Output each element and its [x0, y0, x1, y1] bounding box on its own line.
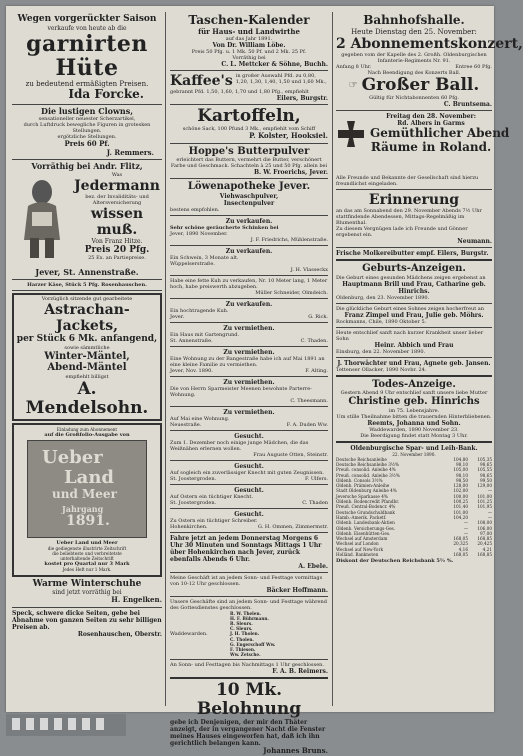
table-cell-sell: — [487, 514, 492, 520]
ad-text: Entree 60 Pfg. [455, 64, 492, 70]
death-announcement [336, 379, 492, 439]
table-cell-buy: 104,20 [453, 514, 468, 520]
ad-text: Einladung zum Abonnement [56, 426, 118, 432]
ad-signature: Ww. Zetsche. [230, 652, 261, 658]
ad-baker [170, 575, 328, 594]
ad-headline: Gesucht. [234, 432, 264, 440]
ad-text: Habe eine fette Kuh zu verkaufen, Nr. 10 Meter lang, 1 Meter hoch, habe preiswerth abzugeben. [170, 277, 328, 290]
table-cell-name: Preuß. Central-Bodencr. 4% [336, 504, 396, 510]
ad-text: schöne Sack, 100 Pfund 3 Mk., empfiehlt vom Schiff [182, 126, 316, 132]
table-cell-sell: 98,65 [480, 472, 492, 478]
ad-text: gebe ich Denjenigen, der mir den Thäter anzeigt, der in vergangener Nacht die Fenster meines Hauses eingeworfen hat, daß ich ihn gerichtlich belangen kann. [170, 719, 326, 748]
table-cell-name: Hamb.-Amerik. Packetf. [336, 514, 387, 520]
ad-signature: Rosenhauschen, Oberstr. [77, 630, 162, 638]
table-cell-buy: 105,00 [453, 467, 468, 473]
ad-text: An Sonn- und Festtagen bis Nachmittags 1 Uhr geschlossen. [170, 662, 324, 669]
ad-carriage [170, 535, 328, 570]
table-cell-sell: 97,00 [480, 530, 492, 536]
ad-text: empfiehlt billigst [65, 373, 109, 380]
ad-headline: Zu verkaufen. [225, 217, 273, 225]
ad-text: Von Franz Hitze. [91, 237, 143, 245]
table-cell-buy: 101,00 [453, 509, 468, 515]
ad-text: Gestern Abend 9 Uhr entschlief sanft unsere liebe Mutter [340, 390, 488, 396]
ad-text: die beliebteste und verbreitetste [52, 550, 122, 556]
ad-signature: J. H. Tholen. [230, 631, 260, 637]
ad-shoes [12, 579, 162, 605]
table-cell-sell: 105,55 [477, 467, 492, 473]
ad-text: durch Luftdruck bewegliche Figuren in grotesken Stellungen. [23, 122, 151, 134]
ad-signature: J. Thorwächter und Frau, Agnete geb. Jansen. [337, 359, 491, 367]
section-heading: Todes-Anzeige. [372, 378, 456, 390]
ad-signature: Johannes Bruns. [263, 746, 328, 756]
ad-parterre [170, 379, 328, 404]
column-middle [170, 13, 328, 756]
ad-text: Jever. [170, 313, 185, 320]
iron-cross-icon [336, 119, 366, 149]
ad-address: Jever, St. Annenstraße. [35, 266, 139, 277]
ad-pig [170, 248, 328, 273]
ad-bacon [12, 610, 162, 638]
table-cell-name: Stadt Oldenburg Anleihe 4% [336, 488, 397, 494]
ad-text: bez. der Invaliditäts- und Altersversicherung [85, 193, 149, 206]
ad-text: Eine Wohnung zu der Bangestraße habe ich auf Mai 1891 an eine kleine Familie zu vermiethen. [170, 355, 325, 368]
table-cell-buy: 98,10 [456, 472, 468, 478]
ad-ham [170, 218, 328, 243]
table-cell-name: Deutsche Reichsanleihe [336, 456, 387, 462]
ad-signature: G. Engerschoff Ww. [230, 641, 276, 647]
ad-clowns [12, 107, 162, 158]
ad-headline: Erinnerung [368, 192, 460, 208]
section-heading: Geburts-Anzeigen. [362, 263, 466, 274]
table-cell-sell: 129,00 [477, 483, 492, 489]
cover-title: Ueber [42, 446, 103, 468]
ad-text: per Stück 6 Mk. anfangend, [16, 334, 158, 344]
ad-signature: F. Ulfers. [304, 475, 328, 482]
ad-text: Wüppelserstraße. [170, 260, 215, 267]
ad-potatoes [170, 107, 328, 141]
ad-hats [12, 14, 162, 102]
ad-headline: Löwenapotheke Jever. [187, 181, 311, 192]
ad-text: Sehr schöne geräucherte Schinken bei [170, 224, 279, 231]
table-cell-name: Wechsel auf Amsterdam [336, 536, 388, 542]
table-body [336, 457, 492, 558]
ruler-graphic [6, 714, 126, 736]
ad-jackets [12, 293, 162, 421]
table-cell-name: Wechsel auf New-York [336, 546, 383, 552]
ad-ball [336, 76, 492, 95]
ad-headline: Bahnhofshalle. [363, 13, 465, 27]
ad-pharmacy [170, 181, 328, 213]
ad-headline: Gemüthlicher Abend [370, 126, 510, 140]
table-cell-buy: 4,16 [458, 546, 468, 552]
ad-text: bestens empfohlen. [170, 206, 220, 213]
ad-text: sind jetzt vorräthig bei [52, 589, 122, 597]
ad-text: ergötzliche Stellungen. [57, 134, 117, 140]
ad-signature: Neumann. [457, 238, 492, 245]
ad-text: Einsburg, den 22. November 1890. [336, 348, 426, 355]
table-cell-sell: 101,25 [477, 499, 492, 505]
column-rule [165, 12, 166, 706]
ad-price: Preis 20 Pfg. [84, 244, 150, 255]
ad-text: Um stille Theilnahme bitten die trauernden Hinterbliebenen. [336, 413, 492, 420]
ad-signature: Heinr. Abbich und Frau [374, 341, 454, 349]
ad-text: Unsere Geschäfte sind an jedem Sonn- und Festtage während des Gottesdienstes geschlossen. [170, 598, 327, 611]
ad-text: Anfang 8 Uhr. [336, 64, 372, 70]
ad-text: Die Geburt eines gesunden Mädchens zeigen ergebenst an [336, 274, 486, 281]
table-cell-buy: 168,05 [453, 552, 468, 558]
ad-signature: Franz Zimpel und Frau, Julie geb. Möhrs. [344, 311, 484, 319]
ad-text: Von Dr. William Löbe. [212, 42, 286, 49]
cover-title: und Meer [52, 486, 117, 501]
newspaper-page [6, 6, 523, 756]
ad-signature: Eilers, Burgstr. [276, 95, 328, 102]
ad-cow2 [170, 301, 328, 320]
ad-clerk [170, 511, 328, 530]
column-right [336, 13, 523, 708]
cover-year: 1891. [66, 512, 110, 529]
table-footer: Diskont der Deutschen Reichsbank 5½ %. [336, 558, 454, 565]
ad-signature: P. Kolster, Hooksiel. [249, 131, 328, 140]
ad-closed-shops [170, 599, 328, 658]
table-cell-name: Oldenb. Landesbank-Aktien [336, 520, 395, 526]
ad-text: Rd. Albers in Garms [397, 120, 465, 127]
ad-calendar [170, 14, 328, 68]
table-cell-buy: 102,00 [453, 488, 468, 494]
ad-headline: Räume in Roland. [370, 139, 492, 154]
ad-headline: Zu vermiethen. [223, 348, 275, 356]
ad-headline: Taschen-Kalender [188, 13, 310, 27]
ad-farmhand2 [170, 487, 328, 506]
table-cell-name: Holländ. Banknoten [336, 552, 379, 558]
ad-social-evening [336, 113, 510, 175]
ad-text: Frische Molkereibutter empf. Eilers, Burgstr. [336, 250, 489, 257]
table-cell-buy: 100,25 [453, 499, 468, 505]
ad-signature: F. A. B. Reimers. [272, 668, 328, 676]
ad-text: Zu Ostern ein tüchtiger Schreiber. [170, 517, 258, 524]
ad-text: gebrannt Pfd. 1,50, 1,60, 1,70 und 1,80 Pfg., empfiehlt [170, 89, 309, 95]
cover-title: Land [64, 466, 114, 488]
ad-signature: C. Thaden [302, 499, 328, 506]
ad-text: St. Joostergroden. [170, 499, 217, 506]
table-title: Oldenburgische Spar- und Leih-Bank. [350, 444, 478, 452]
ad-text: Nach Beendigung des Konzerts Ball. [367, 70, 461, 76]
ad-headline: Gesucht. [234, 462, 264, 470]
table-cell-sell: 106,00 [477, 525, 492, 531]
ad-headline: Gesucht. [234, 486, 264, 494]
ad-text: Gültig für Nichtabonnenten 60 Pfg. [369, 95, 459, 101]
ad-headline: Kartoffeln, [197, 106, 301, 126]
ad-signature: Hauptmann Brill und Frau, Catharine geb. Hinrichs. [342, 280, 486, 295]
ad-text: Ein Haus mit Gartengrund. [170, 331, 240, 338]
ad-text: Auf sogleich ein zuverlässiger Knecht mit guten Zeugnissen. [170, 469, 324, 476]
ad-house [170, 325, 328, 344]
table-cell-sell: 101,00 [477, 493, 492, 499]
table-cell-buy: 98,50 [456, 477, 468, 483]
ad-signature: G. H. Ommen, Zimmermstr. [257, 523, 328, 530]
table-cell-buy: — [463, 530, 468, 536]
ad-signature: C. Tholen. [230, 636, 254, 642]
ad-text: Preis 50 Pfg. u. 1 Mk. 50 Pf. und 2 Mk. 25 Pf. [191, 49, 307, 55]
table-cell-buy: 168,05 [453, 536, 468, 542]
table-cell-name: Oldenb. Eisenhütten-Ges. [336, 530, 391, 536]
ad-text: Was [111, 171, 123, 178]
ad-signature: J. Remmers. [106, 147, 154, 157]
ad-signature: H. F. Bührmann. [230, 615, 269, 621]
ad-text: Harzer Käse, Stück 5 Pfg. Rosenhauschen. [27, 282, 147, 288]
ad-headline: Zu vermiethen. [223, 408, 275, 416]
table-cell-sell: — [487, 488, 492, 494]
table-cell-sell: 20,425 [477, 541, 492, 547]
table-cell-sell: 4,21 [482, 546, 492, 552]
ad-text: Winter-Mäntel, [44, 350, 130, 362]
table-cell-buy: 104,80 [453, 456, 468, 462]
ad-headline: Christine geb. Hinrichs [348, 396, 480, 407]
ad-text: Neuestraße. [170, 421, 202, 428]
ad-concert [336, 13, 523, 76]
table-cell-sell: 105,35 [477, 456, 492, 462]
ad-text: Heute entschlief sanft nach kurzer Krankheit unser lieber Sohn [336, 329, 484, 342]
ad-text: Rockmanns, Chile, 1890 Oktober 5. [336, 318, 427, 325]
ad-text: Freitag den 28. November: [386, 113, 476, 120]
ad-text: Oldenburg, den 23. November 1890. [336, 294, 430, 301]
ad-text: Die glückliche Geburt eines Sohnes zeigen hocherfreut an [336, 305, 485, 312]
ad-text: Viehwaschpulver, [219, 192, 279, 200]
ad-headline: Warme Winterschuhe [32, 578, 142, 589]
table-cell-name: Wechsel auf London [336, 541, 379, 547]
figure-illustration [14, 176, 70, 262]
ad-sunday [170, 662, 328, 675]
ad-signature: Frau Auguste Otten, Steinstr. [253, 451, 328, 458]
table-cell-name: Preuß. consolid. Anleihe 3½% [336, 472, 400, 478]
ad-text: Alle Freunde und Bekannte der Gesellschaft sind hierzu freundlichst eingeladen. [336, 175, 479, 187]
ad-text: Jever, Nov. 1890. [170, 367, 213, 374]
ad-may-flat [170, 409, 328, 428]
table-cell-buy: 20,325 [453, 541, 468, 547]
ad-text: die gediegenste illustrirte Zeitschrift [47, 545, 127, 551]
ad-text: im 75. Lebensjahre. [388, 407, 440, 414]
ad-text: Vorräthig bei [232, 55, 266, 61]
table-cell-name: Deutsche Reichsanleihe 3½% [336, 462, 399, 467]
ad-text: Zum 1. Dezember noch einige junge Mädchen, die das Weißnähen erlernen wollen. [170, 439, 309, 452]
ad-text: Ein hochtragende Kuh. [170, 307, 229, 314]
ad-text: auf die Großfolio-Ausgabe von [44, 431, 130, 438]
ad-signature: J. H. Vlasseckx [290, 266, 328, 273]
ad-text: Waddewarden, 1890 November 23. [369, 426, 459, 433]
ad-text: zu bedeutend ermäßigten Preisen. [25, 79, 149, 88]
magazine-cover [27, 440, 147, 538]
ad-text: Vorzüglich sitzende gut gearbeitete [41, 296, 133, 302]
table-cell-name: Preuß. consolid. Anleihe 4% [336, 467, 396, 473]
ad-text: gegeben vom der Kapelle des 2. Großh. Oldenburgischen Infanterie-Regiments Nr. 91. [341, 52, 487, 64]
ad-text: Tettenser Ollacker, 1890 Novbr. 24. [336, 366, 427, 373]
ad-text: Insectenpulver [223, 199, 275, 207]
ad-butter [170, 146, 328, 177]
ad-text: auf das Jahr 1891. [225, 36, 273, 42]
ad-reward [170, 681, 328, 756]
ad-signature: C. Thaden. [300, 337, 328, 344]
ad-cow [170, 278, 328, 296]
ad-signature: G. Rick. [308, 313, 328, 320]
ad-headline: Großer Ball. [361, 75, 480, 95]
ad-signature: A. Mendelsohn. [25, 378, 149, 418]
ad-headline: Die lustigen Clowns, [41, 105, 133, 116]
table-cell-name: Deutsche Grundschuldbank [336, 509, 395, 515]
ad-text: sensationeller neuester Scherzartikel, [38, 116, 136, 122]
column-left [12, 14, 162, 708]
table-cell-sell: 108,00 [477, 520, 492, 526]
ad-text: Auf Mai eine Wohnung. [170, 415, 230, 422]
ad-headline: Gesucht. [234, 510, 264, 518]
table-cell-name: Oldenb. Bodencredit Pfandbr. [336, 499, 400, 505]
ad-text: Abend-Mäntel [47, 362, 127, 373]
table-cell-buy: 101,40 [453, 504, 468, 510]
ad-price: kostet pro Quartal nur 3 Mark [44, 561, 130, 568]
table-cell-buy: 98,10 [456, 462, 468, 467]
ad-text: sowie sämmtliche [64, 344, 110, 351]
ad-signature: Bäcker Hoffmann. [266, 586, 328, 594]
ad-headline: Zu vermiethen. [223, 324, 275, 332]
ad-text: in großer Auswahl Pfd. zu 0,80, 1,20, 1,30, 1,40, 1,50 und 1,60 Mk., [235, 73, 327, 85]
ad-text: Die von Herrn Sparmeister Meenen bewohnte Parterre-Wohnung. [170, 385, 312, 398]
ad-signature: C. L. Mettcker & Söhne, Buchh. [221, 61, 328, 68]
table-cell-buy: — [463, 525, 468, 531]
ad-signature: R. Sleurs. [230, 620, 253, 626]
ad-text: Ein Schwein, 3 Monate alt. [170, 254, 239, 261]
ad-text: St. Joostergroden. [170, 475, 217, 482]
ad-text: für Haus- und Landwirthe [198, 26, 300, 36]
ad-text: Wegen vorgerückter Saison [17, 14, 157, 24]
ad-text: an das am Sonnabend den 29. November Abends 7½ Uhr stattfindende Abendessen, Mittags-Regelmäßig im Blumenthal. [336, 208, 482, 226]
table-row [336, 552, 492, 557]
ad-text: erleichtert das Buttern, vermehrt die Butter, verschönert Farbe und Geschmack. Schachteln à 25 und 50 Pfg. allein bei [170, 157, 328, 169]
table-cell-name: Jeversche Sparkasse 4% [336, 493, 388, 499]
table-cell-name: Oldenb. Versicherungs-Ges. [336, 525, 396, 531]
ad-apartment [170, 349, 328, 374]
ad-headline: Hoppe's Butterpulver [188, 145, 310, 157]
ad-headline: 2 Abonnementskonzert, [336, 36, 523, 52]
ad-text: verkaufe von heute ab die [47, 24, 127, 32]
ad-text: Ueber Land und Meer [56, 539, 118, 546]
table-cell-sell: — [487, 509, 492, 515]
ad-farmhand [170, 463, 328, 482]
birth-announcements [336, 263, 492, 373]
ad-text: Fahre jetzt an jedem Donnerstag Morgens 6 Uhr 30 Minuten und Sonntags Mittags 1 Uhr über Hohenkirchen nach Jever, zurück ebenfalls Abends 6 Uhr. [170, 534, 322, 563]
ad-price: Preis 60 Pf. [64, 139, 110, 148]
table-cell-sell: 99,50 [480, 477, 492, 483]
ad-text: Heute Dienstag den 25. November: [351, 27, 477, 36]
cover-subtitle: Jahrgang [62, 503, 104, 514]
ad-text: Zu diesem Vergnügen lade ich Freunde und Gönner ergebenst ein. [336, 226, 468, 238]
ad-signature: A. Ebele. [298, 562, 328, 570]
ad-headline: wissen muß. [90, 205, 144, 238]
ad-text: Auf Ostern ein tüchtiger Knecht. [170, 493, 254, 500]
table-cell-buy: — [463, 520, 468, 526]
table-cell-name: Oldenb. Consols 3½% [336, 477, 383, 483]
ad-reminder [336, 192, 492, 245]
ad-signature: Ida Forcke. [68, 87, 144, 101]
pointing-hand-icon: ☞ [348, 79, 358, 91]
table-cell-name: Oldenb. Prämien-Anleihe [336, 483, 390, 489]
ad-text: unterhaltende Zeitschrift [60, 556, 114, 562]
ad-text: Speck, schwere dicke Seiten, gebe bei Abnahme von ganzen Seiten zu sehr billigen Preisen ab. [12, 609, 162, 631]
ad-text: Jedes Heft nur 1 Mark. [62, 567, 112, 573]
ad-book [12, 172, 162, 268]
table-cell-buy: 100,00 [453, 493, 468, 499]
ad-text: 25 Ex. an Partiepreise. [88, 255, 146, 261]
ad-headline: Vorräthig bei Andr. Flitz, [31, 161, 143, 171]
ad-text: Hohenkirchen. [170, 523, 208, 530]
ad-headline: garnirten Hüte [26, 30, 148, 81]
table-cell-sell: 168,85 [477, 536, 492, 542]
ad-signature: F. Thiesen. [230, 646, 256, 652]
colour-calibration-strip [6, 714, 126, 736]
ad-signature: R. W. Thelen. [230, 610, 261, 616]
ad-signature: Reemts, Johanna und Sohn. [367, 419, 461, 427]
ad-signature: C. Bruntsema. [443, 101, 492, 108]
table-cell-sell: 101,95 [477, 504, 492, 510]
ad-text: Meine Geschäft ist an jedem Sonn- und Festtage vormittags von 10-12 Uhr geschlossen. [170, 574, 323, 587]
ad-seamstress [170, 433, 328, 458]
ad-coffee [170, 73, 328, 89]
table-cell-sell: 168,85 [477, 552, 492, 558]
ad-signature: C. Theesmann. [290, 397, 328, 404]
ad-signature: C. Sleurs. [230, 626, 253, 632]
ad-text: Jever, 1890 November. [170, 230, 228, 237]
ad-signature: F. A. Duden Ww. [286, 421, 328, 428]
table-subtitle: 22. November 1890. [392, 451, 436, 457]
table-cell-sell: 98,65 [480, 462, 492, 467]
ad-headline: Zu verkaufen. [225, 300, 273, 308]
ad-headline: Kaffee's [170, 73, 233, 89]
ad-headline: Zu verkaufen. [225, 247, 273, 255]
ad-signature: H. Engelken. [111, 595, 162, 605]
ad-signature: F. Alting. [305, 367, 328, 374]
ad-headline: Zu vermiethen. [223, 378, 275, 386]
ad-text: St. Annenstraße. [170, 337, 213, 344]
ad-headline: Astrachan-Jackets, [44, 302, 130, 334]
column-rule [332, 12, 333, 706]
stock-table [336, 445, 492, 565]
ad-signature: J. F. Friedrichs, Mühlenstraße. [250, 236, 328, 243]
ad-magazine [12, 423, 162, 577]
ad-text: Die Beerdigung findet statt Montag 3 Uhr. [360, 432, 468, 439]
ad-headline: 10 Mk. Belohnung [196, 680, 302, 720]
ad-headline: Jedermann [74, 177, 160, 194]
table-cell-buy: 128,00 [453, 483, 468, 489]
ad-signature: B. W. Froerichs, Jever. [253, 169, 328, 176]
ad-signature: Müller Schneider, Olmdeich. [255, 289, 328, 296]
ad-place: Waddewarden. [170, 630, 208, 637]
